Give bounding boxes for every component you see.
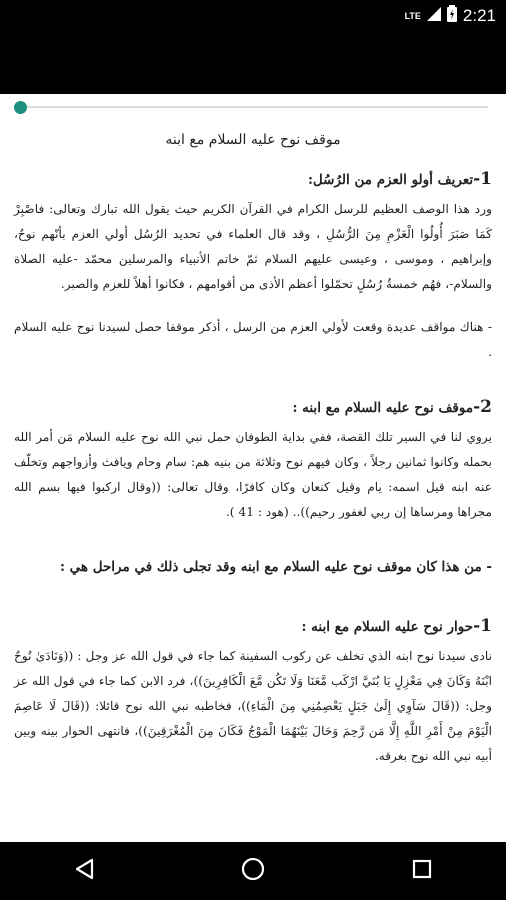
paragraph-gap [14,365,492,383]
section-heading [14,614,492,640]
home-icon [241,857,265,885]
section-heading [14,167,492,193]
home-button[interactable] [223,851,283,891]
paragraph-gap [14,584,492,602]
section-heading-text: تعريف أولو العزم من الرُسُل: [307,172,474,188]
back-button[interactable] [54,851,114,891]
section-heading-text: موقف نوح عليه السلام مع ابنه : [292,400,474,416]
article-title: موقف نوح عليه السلام مع ابنه [165,132,341,148]
reading-progress-track[interactable] [20,106,488,108]
reader-content [0,94,506,842]
paragraph: - هناك مواقف عديدة وقعت لأولي العزم من الرسل ، أذكر موقفا حصل لسيدنا نوح عليه السلام . [14,320,492,359]
recents-button[interactable] [392,851,452,891]
paragraph: ورد هذا الوصف العظيم للرسل الكرام في القرآن الكريم حيث يقول الله تبارك وتعالى: فاصْبِرْ كَمَا صَبَرَ أُولُوا الْعَزْمِ مِنَ الرُّسُلِ ، وقد قال العلماء في تحديد الرُسُل أولي العزم بأنّهم نوحٌ، وإبراهيم ، وموسى ، وعيسى عليهم السلام ثمّ خاتم الأنبياء والمرسلين محمّد -عليه الصلاة والسلام-، فهُم خمسةُ رُسُلٍ تحمّلوا أعظم الأذى من أقوامهم ، فكانوا أهلاً للعزم والصبر. [14,202,492,291]
section-heading-text: - من هذا كان موقف نوح عليه السلام مع ابنه وقد تجلى ذلك في مراحل هي : [59,559,492,575]
section-heading [14,395,492,421]
paragraph-gap [14,525,492,543]
paragraph: نادى سيدنا نوح ابنه الذي تخلف عن ركوب السفينة كما جاء في قول الله عز وجل : ((وَنَادَىٰ نُوحٌ ابْنَهُ وَكَانَ فِي مَعْزِلٍ يَا بُنَيَّ ارْكَب مَّعَنَا وَلَا تَكُن مَّعَ الْكَافِرِينَ))، فرد الابن كما جاء في قول الله عز وجل: ((قَالَ سَآوِي إِلَىٰ جَبَلٍ يَعْصِمُنِي مِنَ الْمَاءِ))، فخاطبه نبي الله نوح قائلا: ((قَالَ لَا عَاصِمَ الْيَوْمَ مِنْ أَمْرِ اللَّهِ إِلَّا مَن رَّحِمَ وَحَالَ بَيْنَهُمَا الْمَوْجُ فَكَانَ مِنَ الْمُغْرَقِينَ))، فانتهى الحوار بينه وبين أبيه نبي الله نوح بغرقه. [14,649,492,763]
paragraph: يروي لنا في السير تلك القصة، ففي بداية الطوفان حمل نبي الله نوح عليه السلام مَن أمر الله بحمله وكانوا ثمانين رجلاً ، وكان فيهم نوح وثلاثة من بنيه هم: سام وحام ويافث وأزواجهم وتخلّف عنه ابنه قيل اسمه: يام وقيل كنعان وكان كافرًا، وقال تعالى: ((وقال اركبوا فيها بسم الله مجراها ومرساها إن ربي لغفور رحيم)).. (هود : 41 ). [14,430,492,519]
paragraph-gap [14,297,492,315]
section-number: 1- [473,616,492,636]
navigation-bar [0,842,506,900]
status-bar [0,0,506,33]
network-type: LTE [404,10,421,21]
section-number: 1- [473,169,492,189]
clock: 2:21 [462,6,496,25]
section-heading [14,555,492,580]
section-heading-text: حوار نوح عليه السلام مع ابنه : [301,619,474,635]
back-icon [74,858,94,884]
article-text [14,124,492,769]
article-sections [14,167,492,769]
signal-icon [427,7,441,26]
battery-icon [447,5,457,27]
recents-icon [412,859,432,883]
reading-progress-thumb[interactable] [14,101,27,114]
app-bar [0,33,506,94]
section-number: 2- [473,397,492,417]
